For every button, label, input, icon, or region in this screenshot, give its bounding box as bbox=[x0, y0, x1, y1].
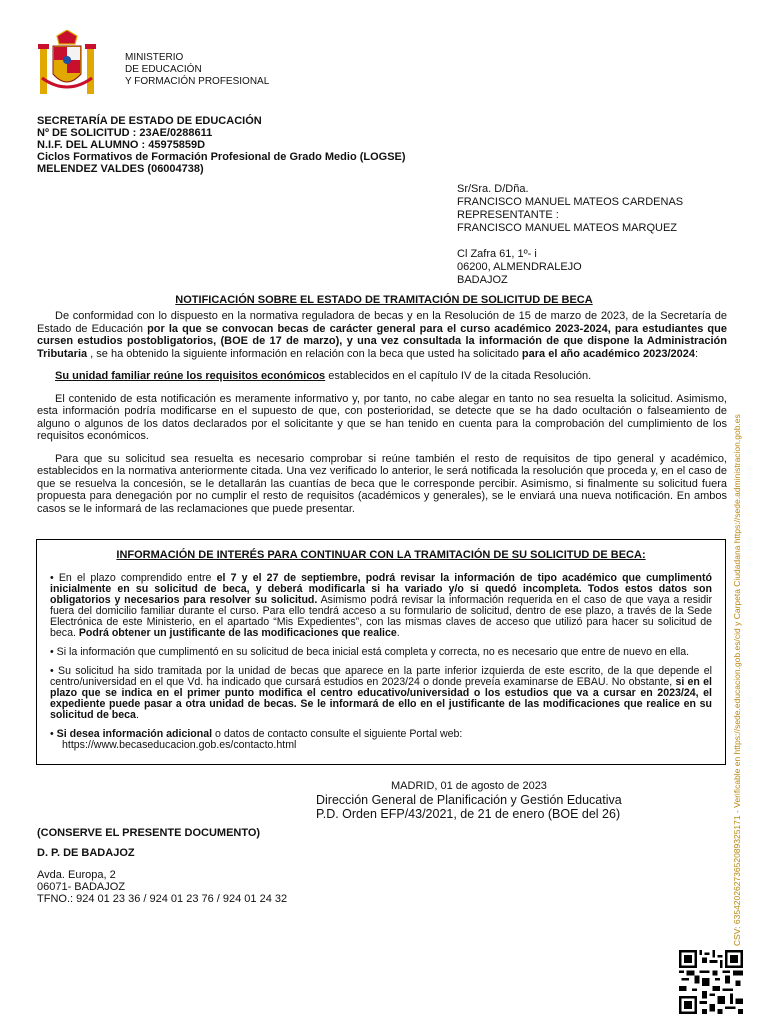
signature-order: P.D. Orden EFP/43/2021, de 21 de enero (BOE del 26) bbox=[316, 807, 621, 821]
school-name: MELENDEZ VALDES (06004738) bbox=[37, 163, 204, 175]
text-bold-underlined: Su unidad familiar reúne los requisitos económicos bbox=[55, 370, 326, 382]
signature-directorate: Dirección General de Planificación y Gestión Educativa bbox=[316, 793, 622, 807]
csv-verification-text: CSV: 63542026273652089325171 - Verificable en https://sede.educacion.gob.es/cid y Carpeta Ciudadana https://sede.administracion.gob.es bbox=[732, 414, 742, 946]
conserve-notice: (CONSERVE EL PRESENTE DOCUMENTO) bbox=[37, 827, 261, 839]
contact-link[interactable]: https://www.becaseducacion.gob.es/contacto.html bbox=[62, 739, 297, 751]
signature-date: MADRID, 01 de agosto de 2023 bbox=[391, 780, 547, 792]
ministry-line: MINISTERIO bbox=[125, 52, 184, 63]
qr-code-icon bbox=[679, 950, 743, 1014]
paragraph-economic-requirements bbox=[37, 370, 727, 383]
application-header bbox=[37, 115, 406, 175]
info-bullet-unit bbox=[50, 666, 712, 721]
text-bold: el 7 y el 27 de septiembre, podrá revisar la información de tipo académico que cumplimentó inicialmente en su solicitud de beca, y deberá modificarla si ha variado y/o si quedó incompleta. Todos estos datos son obligatorios y necesarios para resolver su solicitud. bbox=[50, 572, 712, 606]
study-type: Ciclos Formativos de Formación Profesional de Grado Medio (LOGSE) bbox=[37, 151, 406, 163]
paragraph-legal-basis bbox=[37, 310, 727, 360]
text-bold: Podrá obtener un justificante de las modificaciones que realice bbox=[78, 627, 397, 639]
text: • Su solicitud ha sido tramitada por la unidad de becas que aparece en la parte inferior izquierda de este escrito, de la que depende el centro/universidad en el que Vd. ha indicado que cursará estudios en 2023/24 o donde preveía examinarse de EBAU. No obstante, bbox=[50, 665, 712, 688]
signature-block bbox=[316, 780, 622, 821]
text-bold: para el año académico 2023/2024 bbox=[521, 347, 695, 360]
info-bullet-review bbox=[50, 573, 712, 639]
paragraph-informative: El contenido de esta notificación es meramente informativo y, por tanto, no cabe alegar en tanto no sea resuelta la solicitud. Asimismo, esta información podría modificarse en el supuesto de que, con posterioridad, se detecte que se ha dado ocultación o falseamiento de alguno o algunos de los datos declarados por el solicitante y que se han tenido en cuenta para la comprobación del cumplimiento de los requisitos económicos. bbox=[37, 392, 727, 442]
address-street: Cl Zafra 61, 1º- i bbox=[457, 248, 537, 260]
student-nif: N.I.F. DEL ALUMNO : 45975859D bbox=[37, 139, 206, 151]
solicitud-number: Nº DE SOLICITUD : 23AE/0288611 bbox=[37, 127, 213, 139]
recipient-address bbox=[457, 183, 683, 287]
footer-office bbox=[37, 827, 287, 905]
address-province: BADAJOZ bbox=[457, 274, 508, 286]
representative-label: REPRESENTANTE : bbox=[457, 209, 559, 221]
recipient-greeting: Sr/Sra. D/Dña. bbox=[457, 183, 529, 195]
text-bold: por la que se convocan becas de carácter general para el curso académico 2023-2024, para estudiantes que cursen estudios postobligatorios, (BOE de 17 de marzo), y una vez consultada la información de que dispone la Administración Tributaria bbox=[37, 322, 727, 360]
notification-title: NOTIFICACIÓN SOBRE EL ESTADO DE TRAMITACIÓN DE SOLICITUD DE BECA bbox=[175, 294, 593, 306]
address-city: 06200, ALMENDRALEJO bbox=[457, 261, 582, 273]
text: • En el plazo comprendido entre bbox=[50, 572, 217, 584]
office-street: Avda. Europa, 2 bbox=[37, 869, 116, 881]
office-phones: TFNO.: 924 01 23 36 / 924 01 23 76 / 924 01 24 32 bbox=[37, 893, 288, 905]
secretaria-label: SECRETARÍA DE ESTADO DE EDUCACIÓN bbox=[37, 115, 262, 127]
paragraph-next-steps: Para que su solicitud sea resuelta es necesario comprobar si reúne también el resto de requisitos de tipo general y académico, establecidos en la normativa anteriormente citada. Una vez verificado lo anterior, le será notificada la resolución que proceda y, en el caso de que se resuelva la concesión, se le detallarán las cuantías de beca que le corresponde percibir. Asimismo, si finalmente su solicitud fuera propuesta para denegación por no cumplir el resto de requisitos (académicos y generales), se le enviará una nueva notificación. En ambos casos se le informará de las reclamaciones que puede presentar. bbox=[37, 452, 727, 515]
info-box bbox=[36, 539, 726, 765]
text: : bbox=[694, 347, 699, 360]
text: o datos de contacto consulte el siguiente Portal web: bbox=[212, 728, 463, 740]
text-bold: Si desea información adicional bbox=[56, 728, 213, 740]
representative-name: FRANCISCO MANUEL MATEOS MARQUEZ bbox=[457, 222, 678, 234]
text: Asimismo podrá revisar la información requerida en el caso de que vaya a residir fuera del domicilio familiar durante el curso. Para ello tendrá acceso a su formulario de solicitud, dentro de ese plazo, a través de la Sede Electrónica de este Ministerio, en el apartado “Mis Expedientes”, con las mismas claves de acceso que utilizó para hacer su solicitud de beca. bbox=[50, 594, 713, 639]
text: , se ha obtenido la siguiente información en relación con la beca que usted ha solicitado bbox=[87, 347, 522, 360]
ministry-name bbox=[125, 52, 269, 88]
notification-body bbox=[37, 310, 727, 525]
coat-of-arms-icon bbox=[38, 30, 96, 100]
info-bullet-complete: • Si la información que cumplimentó en su solicitud de beca inicial está completa y correcta, no es necesario que entre de nuevo en ella. bbox=[50, 646, 690, 658]
ministry-line: DE EDUCACIÓN bbox=[125, 64, 202, 75]
ministry-line: Y FORMACIÓN PROFESIONAL bbox=[125, 76, 270, 87]
office-city: 06071- BADAJOZ bbox=[37, 881, 126, 893]
text: . bbox=[135, 709, 139, 721]
text: . bbox=[396, 627, 400, 639]
text: establecidos en el capítulo IV de la citada Resolución. bbox=[325, 370, 592, 382]
text: • bbox=[50, 728, 57, 740]
text-bold: si en el plazo que se indica en el primer punto modifica el centro educativo/universidad o los estudios que va a cursar en 2023/24, el expediente puede pasar a otra unidad de becas. Se le informará de ello en el justificante de las modificaciones que realice en su solicitud de beca bbox=[50, 676, 713, 721]
recipient-name: FRANCISCO MANUEL MATEOS CARDENAS bbox=[457, 196, 684, 208]
info-box-title: INFORMACIÓN DE INTERÉS PARA CONTINUAR CON LA TRAMITACIÓN DE SU SOLICITUD DE BECA: bbox=[116, 549, 646, 561]
office-name: D. P. DE BADAJOZ bbox=[37, 847, 135, 859]
text: De conformidad con lo dispuesto en la normativa reguladora de becas y en la Resolución de 15 de marzo de 2023, de la Secretaría de Estado de Educación bbox=[37, 310, 727, 335]
